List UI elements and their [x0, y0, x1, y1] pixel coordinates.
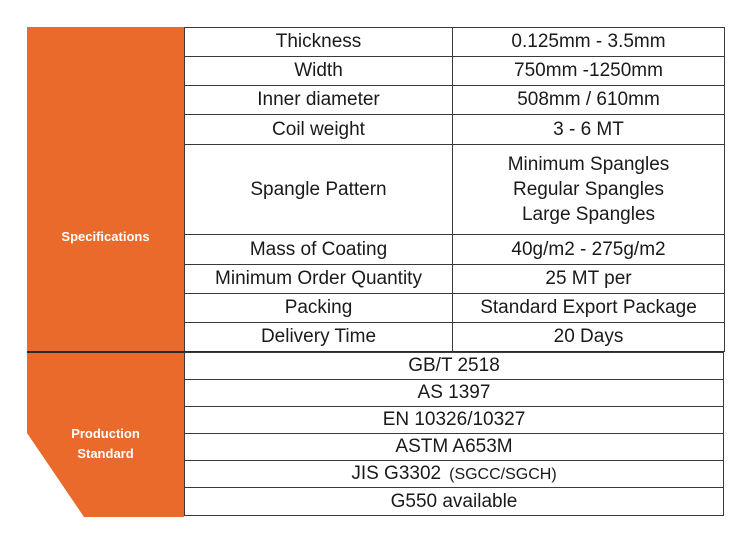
specifications-table	[184, 27, 725, 352]
table-row	[185, 28, 725, 57]
standard-item	[185, 461, 724, 488]
production-standard-label-line1: Production	[71, 426, 140, 441]
table-row	[185, 235, 725, 265]
table-row	[185, 380, 724, 407]
production-standard-label	[27, 424, 184, 464]
spec-value: 508mm / 610mm	[453, 86, 725, 115]
table-row	[185, 461, 724, 488]
table-row	[185, 294, 725, 323]
spec-value	[453, 145, 725, 235]
spec-value-line: Minimum Spangles	[507, 154, 670, 175]
table-row	[185, 145, 725, 235]
table-row	[185, 434, 724, 461]
table-row	[185, 57, 725, 86]
spec-value: 40g/m2 - 275g/m2	[453, 235, 725, 265]
standard-item: ASTM A653M	[185, 434, 724, 461]
production-standard-table	[184, 352, 724, 516]
table-row	[185, 323, 725, 352]
spec-name: Thickness	[185, 28, 453, 57]
standard-item: GB/T 2518	[185, 353, 724, 380]
section-sidebar	[27, 27, 184, 517]
spec-value-line: Regular Spangles	[512, 179, 665, 200]
spec-name: Minimum Order Quantity	[185, 265, 453, 294]
standard-item-text: JIS G3302	[351, 462, 442, 484]
standard-item: EN 10326/10327	[185, 407, 724, 434]
table-row	[185, 407, 724, 434]
spec-value-line: Large Spangles	[521, 204, 656, 225]
table-row	[185, 86, 725, 115]
standard-item: G550 available	[185, 488, 724, 516]
table-row	[185, 115, 725, 145]
table-row	[185, 353, 724, 380]
specifications-label: Specifications	[61, 229, 150, 244]
spec-value: Standard Export Package	[453, 294, 725, 323]
spec-name: Inner diameter	[185, 86, 453, 115]
spec-name: Width	[185, 57, 453, 86]
spec-name: Coil weight	[185, 115, 453, 145]
spec-name: Packing	[185, 294, 453, 323]
table-row	[185, 488, 724, 516]
spec-value: 0.125mm - 3.5mm	[453, 28, 725, 57]
spec-value: 20 Days	[453, 323, 725, 352]
spec-value: 3 - 6 MT	[453, 115, 725, 145]
spec-name: Mass of Coating	[185, 235, 453, 265]
spec-name: Spangle Pattern	[185, 145, 453, 235]
standard-item-note: (SGCC/SGCH)	[449, 465, 557, 483]
spec-value: 25 MT per	[453, 265, 725, 294]
spec-value: 750mm -1250mm	[453, 57, 725, 86]
standard-item: AS 1397	[185, 380, 724, 407]
production-standard-label-line2: Standard	[77, 446, 134, 461]
table-row	[185, 265, 725, 294]
spec-name: Delivery Time	[185, 323, 453, 352]
